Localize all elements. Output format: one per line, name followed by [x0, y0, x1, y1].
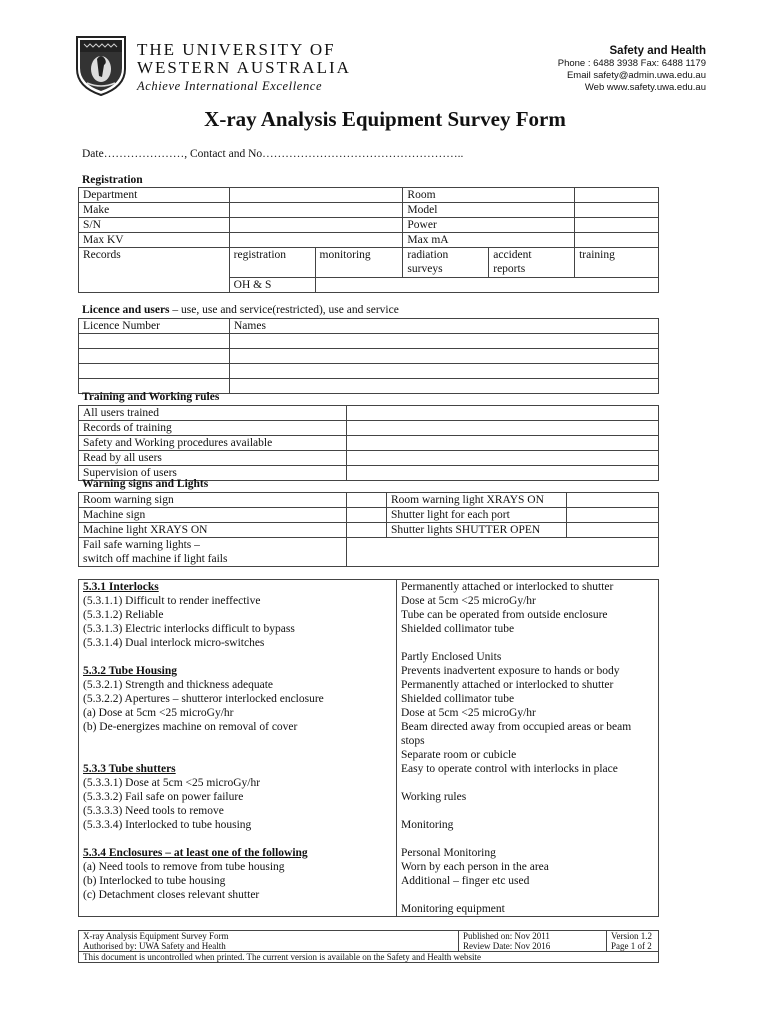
warning-left-field[interactable] — [347, 493, 387, 508]
table-row — [79, 349, 659, 364]
phone-fax: Phone : 6488 3938 Fax: 6488 1179 — [557, 58, 706, 69]
training-item-label: Supervision of users — [79, 466, 347, 481]
training-item-field[interactable] — [347, 421, 659, 436]
table-row — [79, 421, 659, 436]
names-header: Names — [230, 319, 659, 334]
maxkv-field[interactable] — [229, 233, 403, 248]
footer-form-info: X-ray Analysis Equipment Survey Form Authorised by: UWA Safety and Health — [79, 931, 459, 952]
table-row — [79, 508, 659, 523]
table-row — [79, 888, 659, 902]
section53-left-item — [79, 748, 397, 762]
table-row — [79, 608, 659, 622]
section53-right-item: Working rules — [397, 790, 659, 804]
label-make: Make — [79, 203, 230, 218]
warning-left-label: Room warning sign — [79, 493, 347, 508]
table-row — [79, 188, 659, 203]
label-maxkv: Max KV — [79, 233, 230, 248]
names-cell[interactable] — [230, 349, 659, 364]
section53-left-item: 5.3.1 Interlocks — [79, 580, 397, 595]
names-cell[interactable] — [230, 364, 659, 379]
table-row — [79, 218, 659, 233]
table-row — [79, 720, 659, 748]
table-row — [79, 706, 659, 720]
warning-heading: Warning signs and Lights — [82, 478, 209, 490]
warning-left-label: Machine light XRAYS ON — [79, 523, 347, 538]
section53-right-item: Additional – finger etc used — [397, 874, 659, 888]
table-row — [79, 678, 659, 692]
table-row — [79, 538, 659, 567]
table-row — [79, 846, 659, 860]
section53-left-item: (5.3.3.2) Fail safe on power failure — [79, 790, 397, 804]
warning-left-field[interactable] — [347, 508, 387, 523]
failsafe-label: Fail safe warning lights – switch off machine if light fails — [79, 538, 347, 567]
section53-left-item: (5.3.3.4) Interlocked to tube housing — [79, 818, 397, 832]
section53-right-item: Monitoring — [397, 818, 659, 832]
section53-right-item: Dose at 5cm <25 microGy/hr — [397, 594, 659, 608]
records-training: training — [575, 248, 659, 278]
table-row — [79, 762, 659, 776]
training-item-label: Records of training — [79, 421, 347, 436]
department-field[interactable] — [229, 188, 403, 203]
power-field[interactable] — [575, 218, 659, 233]
registration-table — [78, 187, 659, 293]
licence-number-header: Licence Number — [79, 319, 230, 334]
section53-left-item: (a) Dose at 5cm <25 microGy/hr — [79, 706, 397, 720]
department-name: Safety and Health — [609, 45, 706, 57]
label-model: Model — [403, 203, 575, 218]
table-row — [79, 931, 659, 952]
records-registration: registration — [229, 248, 315, 278]
failsafe-field[interactable] — [347, 538, 659, 567]
table-row — [79, 451, 659, 466]
section53-right-item — [397, 888, 659, 902]
section53-left-item: (5.3.2.2) Apertures – shutteror interlocked enclosure — [79, 692, 397, 706]
label-power: Power — [403, 218, 575, 233]
section53-left-item: (5.3.2.1) Strength and thickness adequate — [79, 678, 397, 692]
table-row — [79, 406, 659, 421]
section53-right-item: Separate room or cubicle — [397, 748, 659, 762]
warning-right-field[interactable] — [567, 508, 659, 523]
table-row — [79, 776, 659, 790]
section53-left-item: (b) Interlocked to tube housing — [79, 874, 397, 888]
training-table — [78, 405, 659, 481]
licence-table — [78, 318, 659, 394]
section53-left-item: (5.3.1.2) Reliable — [79, 608, 397, 622]
date-contact-line: Date…………………, Contact and No…………………………………………….. — [82, 148, 464, 160]
section53-left-item: (5.3.1.4) Dual interlock micro-switches — [79, 636, 397, 650]
section53-right-item — [397, 832, 659, 846]
table-row — [79, 902, 659, 917]
label-records: Records — [79, 248, 230, 293]
table-row — [79, 594, 659, 608]
records-radiation-surveys: radiation surveys — [403, 248, 489, 278]
university-crest-logo — [75, 35, 127, 97]
section53-left-item: 5.3.4 Enclosures – at least one of the following — [79, 846, 397, 860]
warning-right-label: Room warning light XRAYS ON — [387, 493, 567, 508]
table-row — [79, 818, 659, 832]
training-item-field[interactable] — [347, 466, 659, 481]
section53-left-item: (5.3.3.1) Dose at 5cm <25 microGy/hr — [79, 776, 397, 790]
table-row — [79, 790, 659, 804]
maxma-field[interactable] — [575, 233, 659, 248]
section53-right-item: Permanently attached or interlocked to shutter — [397, 678, 659, 692]
table-row — [79, 664, 659, 678]
training-item-label: Read by all users — [79, 451, 347, 466]
table-row — [79, 233, 659, 248]
section53-right-item — [397, 636, 659, 650]
licence-number-cell[interactable] — [79, 334, 230, 349]
warning-left-label: Machine sign — [79, 508, 347, 523]
registration-heading: Registration — [82, 174, 143, 186]
warning-right-field[interactable] — [567, 523, 659, 538]
section-53-table — [78, 579, 659, 917]
records-accident-reports: accident reports — [489, 248, 575, 278]
section53-right-item: Personal Monitoring — [397, 846, 659, 860]
footer-note: This document is uncontrolled when printed. The current version is available on the Safety and Health website — [79, 952, 659, 963]
table-row — [79, 523, 659, 538]
table-row — [79, 436, 659, 451]
university-motto: Achieve International Excellence — [137, 79, 323, 93]
section53-right-item: Prevents inadvertent exposure to hands or body — [397, 664, 659, 678]
document-footer — [78, 930, 659, 963]
table-row — [79, 874, 659, 888]
section53-left-item: 5.3.2 Tube Housing — [79, 664, 397, 678]
records-blank — [315, 278, 658, 293]
table-row — [79, 248, 659, 278]
training-item-label: Safety and Working procedures available — [79, 436, 347, 451]
table-row — [79, 622, 659, 636]
model-field[interactable] — [575, 203, 659, 218]
table-row — [79, 334, 659, 349]
label-maxma: Max mA — [403, 233, 575, 248]
footer-dates: Published on: Nov 2011 Review Date: Nov 2016 — [459, 931, 607, 952]
section53-right-item: Partly Enclosed Units — [397, 650, 659, 664]
section53-right-item: Dose at 5cm <25 microGy/hr — [397, 706, 659, 720]
make-field[interactable] — [229, 203, 403, 218]
training-item-label: All users trained — [79, 406, 347, 421]
section53-left-item — [79, 832, 397, 846]
section53-left-item — [79, 902, 397, 917]
table-row — [79, 748, 659, 762]
university-name-line1: THE UNIVERSITY OF — [137, 40, 336, 59]
label-room: Room — [403, 188, 575, 203]
section53-left-item — [79, 650, 397, 664]
sn-field[interactable] — [229, 218, 403, 233]
section53-right-item: Shielded collimator tube — [397, 692, 659, 706]
training-item-field[interactable] — [347, 436, 659, 451]
table-row — [79, 364, 659, 379]
table-row — [79, 580, 659, 595]
table-row — [79, 319, 659, 334]
section53-right-item: Tube can be operated from outside enclosure — [397, 608, 659, 622]
table-row — [79, 832, 659, 846]
section53-right-item: Beam directed away from occupied areas or beam stops — [397, 720, 659, 748]
table-row — [79, 636, 659, 650]
section53-left-item: (c) Detachment closes relevant shutter — [79, 888, 397, 902]
training-heading: Training and Working rules — [82, 391, 220, 403]
section53-right-item: Permanently attached or interlocked to shutter — [397, 580, 659, 595]
warning-right-label: Shutter light for each port — [387, 508, 567, 523]
form-title: X-ray Analysis Equipment Survey Form — [204, 107, 566, 131]
warning-left-field[interactable] — [347, 523, 387, 538]
names-cell[interactable] — [230, 334, 659, 349]
section53-left-item: 5.3.3 Tube shutters — [79, 762, 397, 776]
records-monitoring: monitoring — [315, 248, 403, 278]
university-name-line2: WESTERN AUSTRALIA — [137, 58, 351, 77]
section53-left-item: (5.3.3.3) Need tools to remove — [79, 804, 397, 818]
label-department: Department — [79, 188, 230, 203]
email: Email safety@admin.uwa.edu.au — [566, 70, 706, 81]
warning-right-field[interactable] — [567, 493, 659, 508]
table-row — [79, 860, 659, 874]
web-address: Web www.safety.uwa.edu.au — [584, 82, 706, 93]
section53-left-item: (5.3.1.1) Difficult to render ineffective — [79, 594, 397, 608]
section53-left-item: (a) Need tools to remove from tube housing — [79, 860, 397, 874]
licence-number-cell[interactable] — [79, 364, 230, 379]
room-field[interactable] — [575, 188, 659, 203]
section53-left-item: (b) De-energizes machine on removal of cover — [79, 720, 397, 748]
names-cell[interactable] — [230, 379, 659, 394]
section53-right-item — [397, 804, 659, 818]
label-sn: S/N — [79, 218, 230, 233]
section53-right-item: Monitoring equipment — [397, 902, 659, 917]
section53-left-item: (5.3.1.3) Electric interlocks difficult to bypass — [79, 622, 397, 636]
table-row — [79, 804, 659, 818]
table-row — [79, 692, 659, 706]
records-ohs: OH & S — [229, 278, 315, 293]
table-row — [79, 493, 659, 508]
licence-number-cell[interactable] — [79, 349, 230, 364]
warning-table — [78, 492, 659, 567]
training-item-field[interactable] — [347, 406, 659, 421]
footer-version: Version 1.2 Page 1 of 2 — [607, 931, 659, 952]
warning-right-label: Shutter lights SHUTTER OPEN — [387, 523, 567, 538]
licence-heading: Licence and users – use, use and service(restricted), use and service — [82, 304, 399, 316]
section53-right-item: Easy to operate control with interlocks in place — [397, 762, 659, 776]
contact-block — [558, 44, 706, 94]
section53-right-item: Shielded collimator tube — [397, 622, 659, 636]
table-row — [79, 952, 659, 963]
table-row — [79, 650, 659, 664]
section53-right-item — [397, 776, 659, 790]
section53-right-item: Worn by each person in the area — [397, 860, 659, 874]
training-item-field[interactable] — [347, 451, 659, 466]
table-row — [79, 203, 659, 218]
